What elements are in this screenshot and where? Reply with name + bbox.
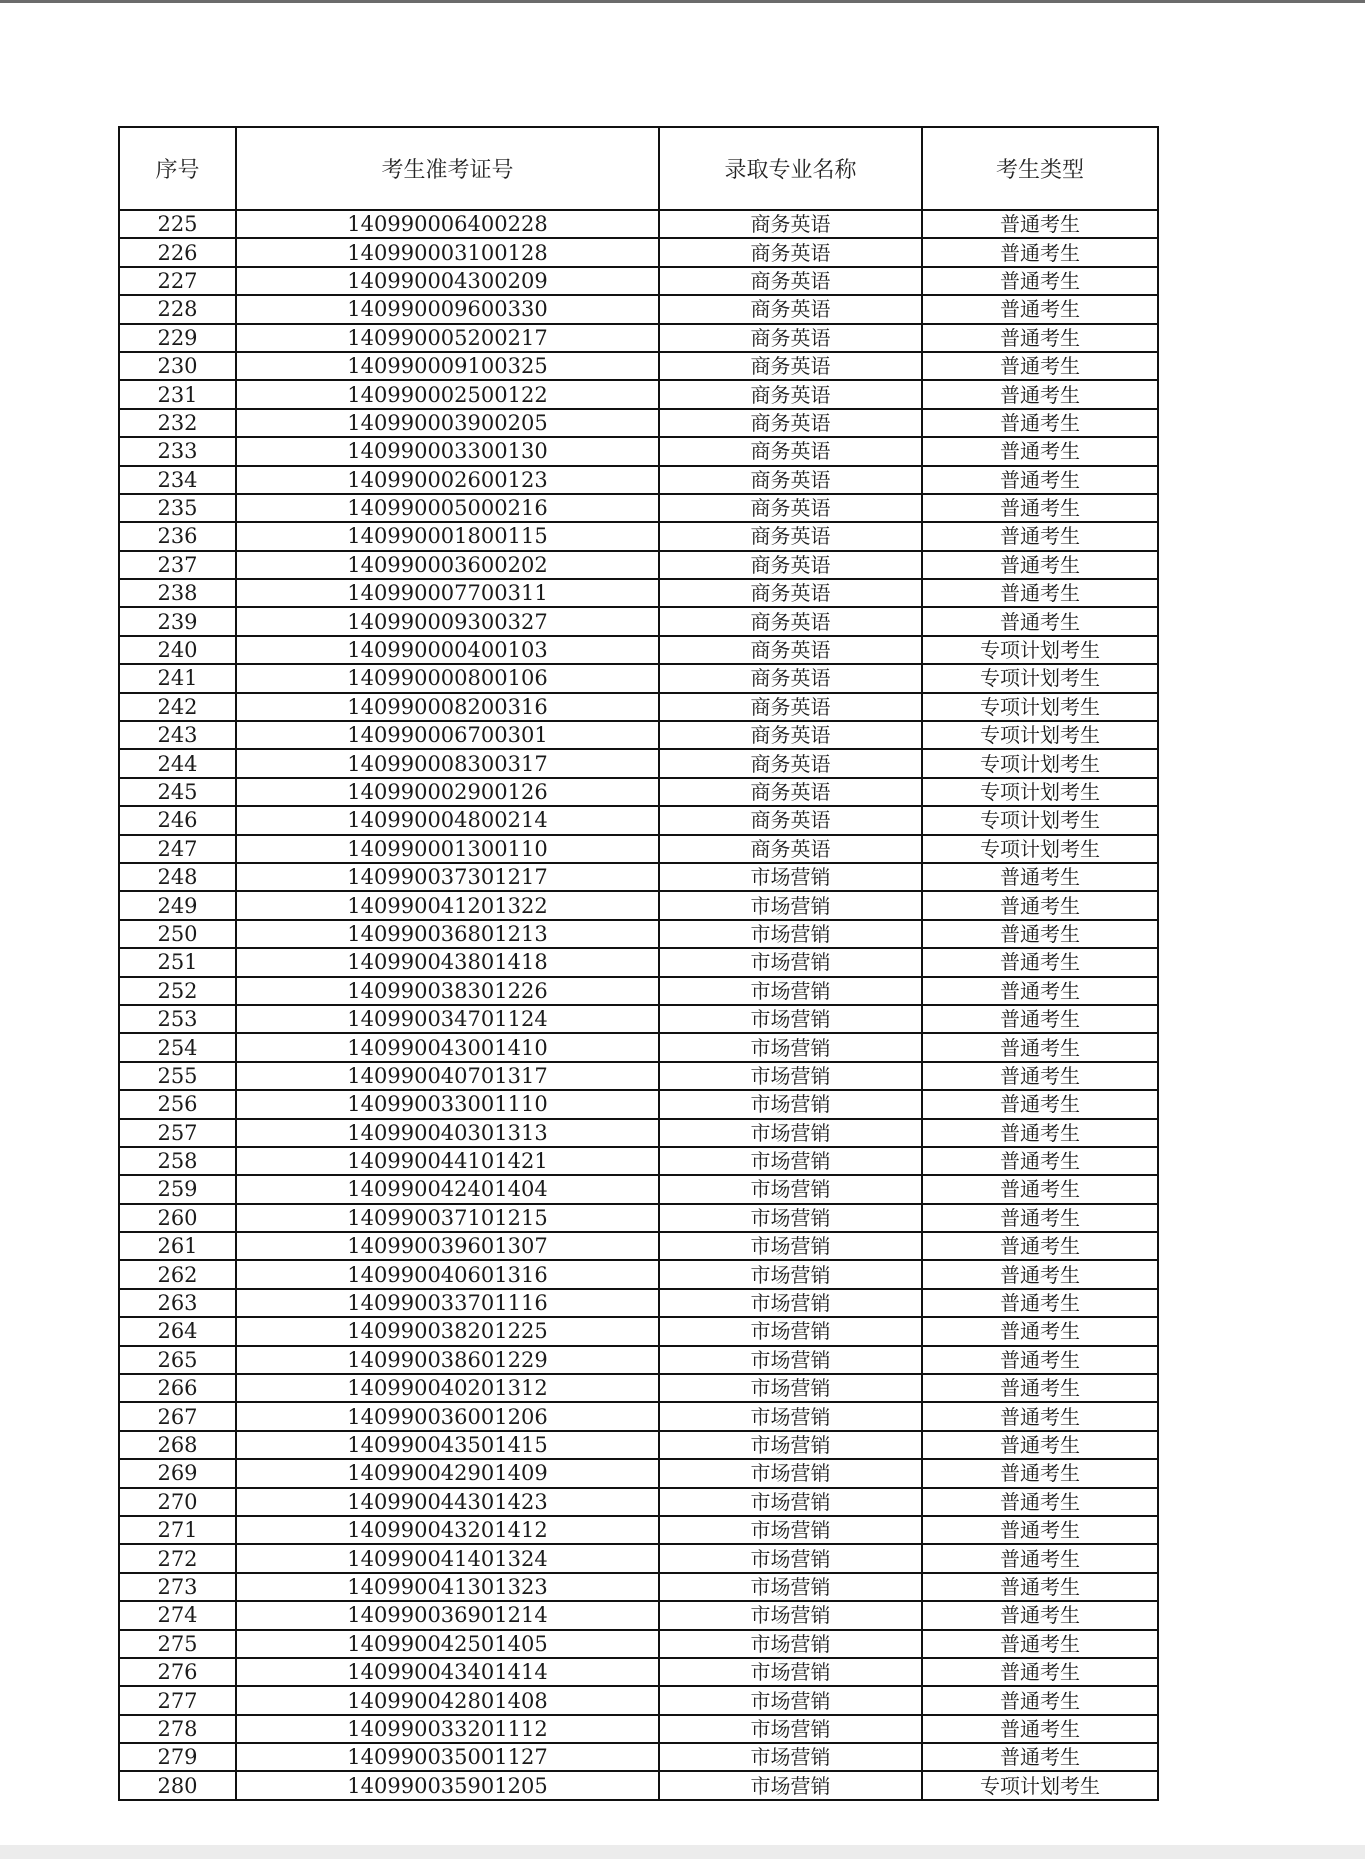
- cell-exam-ticket-number: 140990008300317: [236, 749, 659, 777]
- cell-admitted-major: 商务英语: [659, 295, 922, 323]
- cell-candidate-type: 普通考生: [922, 1431, 1158, 1459]
- cell-serial-number: 261: [119, 1232, 236, 1260]
- cell-admitted-major: 市场营销: [659, 1601, 922, 1629]
- cell-candidate-type: 普通考生: [922, 1743, 1158, 1771]
- cell-serial-number: 226: [119, 238, 236, 266]
- table-row: [119, 1431, 1158, 1459]
- cell-admitted-major: 商务英语: [659, 238, 922, 266]
- cell-candidate-type: 普通考生: [922, 1573, 1158, 1601]
- table-row: [119, 1005, 1158, 1033]
- cell-exam-ticket-number: 140990043501415: [236, 1431, 659, 1459]
- cell-serial-number: 255: [119, 1062, 236, 1090]
- table-row: [119, 380, 1158, 408]
- cell-candidate-type: 普通考生: [922, 1232, 1158, 1260]
- table-row: [119, 1686, 1158, 1714]
- table-row: [119, 749, 1158, 777]
- cell-exam-ticket-number: 140990002900126: [236, 778, 659, 806]
- cell-admitted-major: 商务英语: [659, 835, 922, 863]
- table-header: [119, 127, 1158, 210]
- table-row: [119, 1147, 1158, 1175]
- cell-exam-ticket-number: 140990001800115: [236, 522, 659, 550]
- cell-serial-number: 271: [119, 1516, 236, 1544]
- cell-admitted-major: 商务英语: [659, 409, 922, 437]
- cell-candidate-type: 普通考生: [922, 1686, 1158, 1714]
- cell-admitted-major: 市场营销: [659, 1743, 922, 1771]
- cell-exam-ticket-number: 140990000400103: [236, 636, 659, 664]
- cell-admitted-major: 商务英语: [659, 749, 922, 777]
- cell-admitted-major: 市场营销: [659, 977, 922, 1005]
- cell-admitted-major: 市场营销: [659, 1033, 922, 1061]
- table-row: [119, 1743, 1158, 1771]
- cell-candidate-type: 普通考生: [922, 1090, 1158, 1118]
- cell-serial-number: 277: [119, 1686, 236, 1714]
- cell-serial-number: 265: [119, 1346, 236, 1374]
- cell-serial-number: 250: [119, 920, 236, 948]
- cell-candidate-type: 专项计划考生: [922, 693, 1158, 721]
- cell-serial-number: 245: [119, 778, 236, 806]
- cell-admitted-major: 市场营销: [659, 1686, 922, 1714]
- cell-exam-ticket-number: 140990009600330: [236, 295, 659, 323]
- cell-candidate-type: 普通考生: [922, 522, 1158, 550]
- cell-serial-number: 230: [119, 352, 236, 380]
- cell-candidate-type: 普通考生: [922, 948, 1158, 976]
- table-row: [119, 1516, 1158, 1544]
- table-row: [119, 977, 1158, 1005]
- cell-admitted-major: 市场营销: [659, 1402, 922, 1430]
- table-row: [119, 664, 1158, 692]
- cell-admitted-major: 市场营销: [659, 1658, 922, 1686]
- cell-admitted-major: 市场营销: [659, 920, 922, 948]
- cell-exam-ticket-number: 140990005200217: [236, 324, 659, 352]
- cell-candidate-type: 专项计划考生: [922, 835, 1158, 863]
- cell-admitted-major: 商务英语: [659, 636, 922, 664]
- cell-candidate-type: 普通考生: [922, 494, 1158, 522]
- table-body: [119, 210, 1158, 1800]
- cell-exam-ticket-number: 140990041301323: [236, 1573, 659, 1601]
- cell-admitted-major: 商务英语: [659, 352, 922, 380]
- table-row: [119, 267, 1158, 295]
- cell-admitted-major: 市场营销: [659, 1544, 922, 1572]
- admission-table: [118, 126, 1159, 1801]
- cell-exam-ticket-number: 140990003300130: [236, 437, 659, 465]
- table-row: [119, 1601, 1158, 1629]
- cell-admitted-major: 商务英语: [659, 267, 922, 295]
- cell-exam-ticket-number: 140990040301313: [236, 1119, 659, 1147]
- cell-exam-ticket-number: 140990004300209: [236, 267, 659, 295]
- table-row: [119, 1715, 1158, 1743]
- table-row: [119, 409, 1158, 437]
- cell-exam-ticket-number: 140990038201225: [236, 1317, 659, 1345]
- cell-exam-ticket-number: 140990041401324: [236, 1544, 659, 1572]
- table-row: [119, 1771, 1158, 1799]
- cell-admitted-major: 商务英语: [659, 210, 922, 238]
- cell-exam-ticket-number: 140990009300327: [236, 607, 659, 635]
- cell-serial-number: 262: [119, 1260, 236, 1288]
- cell-serial-number: 243: [119, 721, 236, 749]
- table-row: [119, 693, 1158, 721]
- table-row: [119, 721, 1158, 749]
- cell-exam-ticket-number: 140990039601307: [236, 1232, 659, 1260]
- cell-candidate-type: 普通考生: [922, 1317, 1158, 1345]
- cell-serial-number: 227: [119, 267, 236, 295]
- cell-admitted-major: 市场营销: [659, 1431, 922, 1459]
- cell-admitted-major: 市场营销: [659, 1260, 922, 1288]
- cell-admitted-major: 市场营销: [659, 1147, 922, 1175]
- cell-admitted-major: 商务英语: [659, 551, 922, 579]
- cell-serial-number: 229: [119, 324, 236, 352]
- cell-admitted-major: 商务英语: [659, 437, 922, 465]
- cell-candidate-type: 普通考生: [922, 466, 1158, 494]
- cell-exam-ticket-number: 140990036001206: [236, 1402, 659, 1430]
- cell-serial-number: 244: [119, 749, 236, 777]
- cell-admitted-major: 市场营销: [659, 1346, 922, 1374]
- table-row: [119, 437, 1158, 465]
- cell-serial-number: 253: [119, 1005, 236, 1033]
- table-row: [119, 863, 1158, 891]
- cell-admitted-major: 商务英语: [659, 522, 922, 550]
- cell-candidate-type: 普通考生: [922, 1715, 1158, 1743]
- table-row: [119, 1346, 1158, 1374]
- cell-candidate-type: 普通考生: [922, 1544, 1158, 1572]
- cell-candidate-type: 普通考生: [922, 607, 1158, 635]
- cell-candidate-type: 普通考生: [922, 863, 1158, 891]
- cell-admitted-major: 商务英语: [659, 380, 922, 408]
- cell-serial-number: 273: [119, 1573, 236, 1601]
- cell-candidate-type: 专项计划考生: [922, 721, 1158, 749]
- cell-candidate-type: 专项计划考生: [922, 636, 1158, 664]
- table-row: [119, 522, 1158, 550]
- cell-admitted-major: 市场营销: [659, 1771, 922, 1799]
- cell-candidate-type: 专项计划考生: [922, 749, 1158, 777]
- cell-serial-number: 236: [119, 522, 236, 550]
- table-row: [119, 1090, 1158, 1118]
- cell-candidate-type: 专项计划考生: [922, 806, 1158, 834]
- cell-candidate-type: 普通考生: [922, 1289, 1158, 1317]
- cell-exam-ticket-number: 140990035001127: [236, 1743, 659, 1771]
- cell-admitted-major: 市场营销: [659, 1062, 922, 1090]
- cell-serial-number: 241: [119, 664, 236, 692]
- cell-serial-number: 225: [119, 210, 236, 238]
- cell-candidate-type: 普通考生: [922, 1374, 1158, 1402]
- cell-admitted-major: 商务英语: [659, 664, 922, 692]
- cell-serial-number: 233: [119, 437, 236, 465]
- cell-exam-ticket-number: 140990001300110: [236, 835, 659, 863]
- cell-serial-number: 247: [119, 835, 236, 863]
- cell-serial-number: 278: [119, 1715, 236, 1743]
- table-row: [119, 1033, 1158, 1061]
- cell-serial-number: 242: [119, 693, 236, 721]
- cell-serial-number: 272: [119, 1544, 236, 1572]
- table-row: [119, 352, 1158, 380]
- cell-admitted-major: 市场营销: [659, 1573, 922, 1601]
- cell-exam-ticket-number: 140990035901205: [236, 1771, 659, 1799]
- table-row: [119, 1488, 1158, 1516]
- cell-exam-ticket-number: 140990037301217: [236, 863, 659, 891]
- table-row: [119, 210, 1158, 238]
- table-row: [119, 1232, 1158, 1260]
- table-row: [119, 1459, 1158, 1487]
- cell-admitted-major: 市场营销: [659, 1232, 922, 1260]
- cell-exam-ticket-number: 140990007700311: [236, 579, 659, 607]
- cell-candidate-type: 普通考生: [922, 977, 1158, 1005]
- header-exam-ticket-number: 考生准考证号: [236, 127, 659, 210]
- cell-exam-ticket-number: 140990043801418: [236, 948, 659, 976]
- cell-serial-number: 254: [119, 1033, 236, 1061]
- cell-admitted-major: 商务英语: [659, 721, 922, 749]
- cell-admitted-major: 市场营销: [659, 1005, 922, 1033]
- cell-serial-number: 270: [119, 1488, 236, 1516]
- cell-exam-ticket-number: 140990038601229: [236, 1346, 659, 1374]
- cell-admitted-major: 市场营销: [659, 1516, 922, 1544]
- table-row: [119, 607, 1158, 635]
- cell-serial-number: 248: [119, 863, 236, 891]
- cell-admitted-major: 商务英语: [659, 806, 922, 834]
- table-row: [119, 778, 1158, 806]
- cell-exam-ticket-number: 140990005000216: [236, 494, 659, 522]
- cell-candidate-type: 普通考生: [922, 551, 1158, 579]
- cell-candidate-type: 普通考生: [922, 920, 1158, 948]
- header-candidate-type: 考生类型: [922, 127, 1158, 210]
- cell-admitted-major: 市场营销: [659, 1715, 922, 1743]
- cell-serial-number: 279: [119, 1743, 236, 1771]
- cell-serial-number: 237: [119, 551, 236, 579]
- cell-exam-ticket-number: 140990008200316: [236, 693, 659, 721]
- cell-serial-number: 257: [119, 1119, 236, 1147]
- cell-candidate-type: 普通考生: [922, 1033, 1158, 1061]
- admission-table-container: [118, 126, 1159, 1801]
- header-admitted-major: 录取专业名称: [659, 127, 922, 210]
- cell-exam-ticket-number: 140990041201322: [236, 891, 659, 919]
- cell-serial-number: 251: [119, 948, 236, 976]
- cell-candidate-type: 普通考生: [922, 1516, 1158, 1544]
- cell-candidate-type: 普通考生: [922, 1459, 1158, 1487]
- cell-candidate-type: 普通考生: [922, 1062, 1158, 1090]
- cell-serial-number: 276: [119, 1658, 236, 1686]
- table-row: [119, 891, 1158, 919]
- cell-serial-number: 231: [119, 380, 236, 408]
- table-row: [119, 579, 1158, 607]
- table-row: [119, 1289, 1158, 1317]
- table-row: [119, 1544, 1158, 1572]
- cell-candidate-type: 普通考生: [922, 1601, 1158, 1629]
- cell-admitted-major: 市场营销: [659, 1175, 922, 1203]
- cell-exam-ticket-number: 140990043201412: [236, 1516, 659, 1544]
- cell-exam-ticket-number: 140990009100325: [236, 352, 659, 380]
- table-row: [119, 466, 1158, 494]
- cell-candidate-type: 普通考生: [922, 579, 1158, 607]
- cell-admitted-major: 市场营销: [659, 1090, 922, 1118]
- table-row: [119, 1630, 1158, 1658]
- cell-serial-number: 263: [119, 1289, 236, 1317]
- table-row: [119, 948, 1158, 976]
- cell-exam-ticket-number: 140990043001410: [236, 1033, 659, 1061]
- table-row: [119, 1204, 1158, 1232]
- cell-serial-number: 232: [119, 409, 236, 437]
- cell-exam-ticket-number: 140990036901214: [236, 1601, 659, 1629]
- cell-candidate-type: 专项计划考生: [922, 778, 1158, 806]
- table-row: [119, 295, 1158, 323]
- cell-exam-ticket-number: 140990034701124: [236, 1005, 659, 1033]
- cell-serial-number: 275: [119, 1630, 236, 1658]
- header-serial-number: 序号: [119, 127, 236, 210]
- table-row: [119, 1260, 1158, 1288]
- cell-exam-ticket-number: 140990042801408: [236, 1686, 659, 1714]
- cell-admitted-major: 商务英语: [659, 693, 922, 721]
- cell-candidate-type: 专项计划考生: [922, 1771, 1158, 1799]
- cell-serial-number: 268: [119, 1431, 236, 1459]
- cell-candidate-type: 普通考生: [922, 1630, 1158, 1658]
- cell-serial-number: 264: [119, 1317, 236, 1345]
- cell-exam-ticket-number: 140990006700301: [236, 721, 659, 749]
- cell-admitted-major: 市场营销: [659, 948, 922, 976]
- cell-candidate-type: 普通考生: [922, 210, 1158, 238]
- cell-candidate-type: 普通考生: [922, 1260, 1158, 1288]
- cell-admitted-major: 商务英语: [659, 607, 922, 635]
- cell-admitted-major: 商务英语: [659, 466, 922, 494]
- cell-candidate-type: 普通考生: [922, 295, 1158, 323]
- cell-exam-ticket-number: 140990038301226: [236, 977, 659, 1005]
- cell-candidate-type: 普通考生: [922, 238, 1158, 266]
- cell-exam-ticket-number: 140990006400228: [236, 210, 659, 238]
- cell-serial-number: 260: [119, 1204, 236, 1232]
- cell-candidate-type: 普通考生: [922, 324, 1158, 352]
- cell-candidate-type: 普通考生: [922, 1488, 1158, 1516]
- cell-candidate-type: 普通考生: [922, 267, 1158, 295]
- cell-serial-number: 238: [119, 579, 236, 607]
- table-row: [119, 806, 1158, 834]
- cell-admitted-major: 市场营销: [659, 1488, 922, 1516]
- cell-admitted-major: 商务英语: [659, 494, 922, 522]
- table-row: [119, 1658, 1158, 1686]
- table-row: [119, 920, 1158, 948]
- cell-exam-ticket-number: 140990040601316: [236, 1260, 659, 1288]
- cell-exam-ticket-number: 140990033701116: [236, 1289, 659, 1317]
- cell-exam-ticket-number: 140990003100128: [236, 238, 659, 266]
- cell-serial-number: 274: [119, 1601, 236, 1629]
- cell-admitted-major: 商务英语: [659, 579, 922, 607]
- cell-serial-number: 240: [119, 636, 236, 664]
- cell-admitted-major: 市场营销: [659, 1459, 922, 1487]
- table-row: [119, 1062, 1158, 1090]
- cell-serial-number: 246: [119, 806, 236, 834]
- cell-exam-ticket-number: 140990040701317: [236, 1062, 659, 1090]
- cell-serial-number: 258: [119, 1147, 236, 1175]
- cell-admitted-major: 商务英语: [659, 778, 922, 806]
- cell-candidate-type: 普通考生: [922, 1175, 1158, 1203]
- cell-candidate-type: 普通考生: [922, 1658, 1158, 1686]
- cell-admitted-major: 市场营销: [659, 891, 922, 919]
- cell-exam-ticket-number: 140990002500122: [236, 380, 659, 408]
- cell-admitted-major: 市场营销: [659, 1374, 922, 1402]
- cell-exam-ticket-number: 140990002600123: [236, 466, 659, 494]
- cell-admitted-major: 市场营销: [659, 863, 922, 891]
- table-row: [119, 238, 1158, 266]
- cell-exam-ticket-number: 140990042901409: [236, 1459, 659, 1487]
- cell-serial-number: 234: [119, 466, 236, 494]
- cell-admitted-major: 市场营销: [659, 1317, 922, 1345]
- cell-candidate-type: 普通考生: [922, 380, 1158, 408]
- cell-exam-ticket-number: 140990033001110: [236, 1090, 659, 1118]
- table-row: [119, 1175, 1158, 1203]
- cell-serial-number: 249: [119, 891, 236, 919]
- cell-serial-number: 235: [119, 494, 236, 522]
- cell-exam-ticket-number: 140990042501405: [236, 1630, 659, 1658]
- cell-candidate-type: 普通考生: [922, 1147, 1158, 1175]
- cell-exam-ticket-number: 140990040201312: [236, 1374, 659, 1402]
- cell-serial-number: 239: [119, 607, 236, 635]
- cell-serial-number: 259: [119, 1175, 236, 1203]
- cell-candidate-type: 普通考生: [922, 1402, 1158, 1430]
- cell-exam-ticket-number: 140990044101421: [236, 1147, 659, 1175]
- cell-candidate-type: 普通考生: [922, 1005, 1158, 1033]
- cell-exam-ticket-number: 140990043401414: [236, 1658, 659, 1686]
- cell-exam-ticket-number: 140990004800214: [236, 806, 659, 834]
- cell-admitted-major: 市场营销: [659, 1119, 922, 1147]
- cell-exam-ticket-number: 140990044301423: [236, 1488, 659, 1516]
- cell-exam-ticket-number: 140990036801213: [236, 920, 659, 948]
- cell-candidate-type: 普通考生: [922, 352, 1158, 380]
- cell-exam-ticket-number: 140990037101215: [236, 1204, 659, 1232]
- bottom-edge-band: [0, 1845, 1365, 1859]
- header-row: [119, 127, 1158, 210]
- cell-candidate-type: 普通考生: [922, 409, 1158, 437]
- cell-serial-number: 228: [119, 295, 236, 323]
- cell-exam-ticket-number: 140990000800106: [236, 664, 659, 692]
- table-row: [119, 324, 1158, 352]
- table-row: [119, 1317, 1158, 1345]
- cell-admitted-major: 市场营销: [659, 1204, 922, 1232]
- cell-candidate-type: 普通考生: [922, 891, 1158, 919]
- cell-serial-number: 252: [119, 977, 236, 1005]
- table-row: [119, 1119, 1158, 1147]
- table-row: [119, 1374, 1158, 1402]
- cell-serial-number: 280: [119, 1771, 236, 1799]
- cell-admitted-major: 市场营销: [659, 1630, 922, 1658]
- cell-exam-ticket-number: 140990033201112: [236, 1715, 659, 1743]
- cell-serial-number: 269: [119, 1459, 236, 1487]
- cell-admitted-major: 市场营销: [659, 1289, 922, 1317]
- table-row: [119, 835, 1158, 863]
- cell-admitted-major: 商务英语: [659, 324, 922, 352]
- cell-exam-ticket-number: 140990003900205: [236, 409, 659, 437]
- cell-candidate-type: 专项计划考生: [922, 664, 1158, 692]
- cell-candidate-type: 普通考生: [922, 1346, 1158, 1374]
- table-row: [119, 494, 1158, 522]
- cell-serial-number: 256: [119, 1090, 236, 1118]
- table-row: [119, 1573, 1158, 1601]
- cell-candidate-type: 普通考生: [922, 1204, 1158, 1232]
- cell-serial-number: 266: [119, 1374, 236, 1402]
- cell-candidate-type: 普通考生: [922, 1119, 1158, 1147]
- table-row: [119, 551, 1158, 579]
- top-edge-bar: [0, 0, 1365, 3]
- cell-exam-ticket-number: 140990003600202: [236, 551, 659, 579]
- cell-serial-number: 267: [119, 1402, 236, 1430]
- table-row: [119, 636, 1158, 664]
- cell-exam-ticket-number: 140990042401404: [236, 1175, 659, 1203]
- table-row: [119, 1402, 1158, 1430]
- cell-candidate-type: 普通考生: [922, 437, 1158, 465]
